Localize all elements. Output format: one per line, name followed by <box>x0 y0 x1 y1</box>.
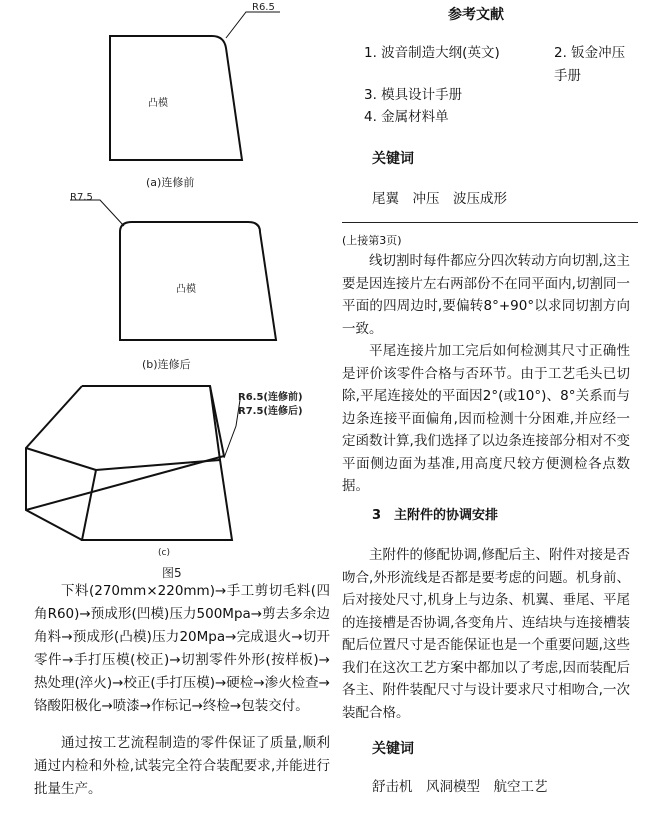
section-3-heading: 3 主附件的协调安排 <box>372 508 499 523</box>
figure-a-caption: (a)连修前 <box>146 176 195 189</box>
conclusion-paragraph: 通过按工艺流程制造的零件保证了质量,顺利通过内检和外检,试装完全符合装配要求,并能进行批量生产。 <box>34 735 330 797</box>
section-3-paragraph: 主附件的修配协调,修配后主、附件对接是否吻合,外形流线是否都是要考虑的问题。机身前、后对接处尺寸,机身上与边条、机翼、垂尾、平尾的连接槽是否协调,各变角片、连结块与连接槽装配后位置尺寸是否能保证也是一个重要问题,这些我们在这次工艺方案中都加以了考虑,因而装配后各主、附件装配尺寸与设计要求尺寸相吻合,一次装配合格。 <box>342 547 630 721</box>
continued-text <box>342 250 630 498</box>
figure-a-outline <box>110 36 242 160</box>
figure-c-radius-label-2: R7.5(连修后) <box>238 406 303 417</box>
figure-a-leader-line <box>226 12 280 38</box>
figure-b-outline <box>120 222 276 340</box>
figure-a-drawing <box>90 0 290 170</box>
figure-c-edge-2 <box>210 386 220 460</box>
reference-item-1: 1. 波音制造大纲(英文) <box>364 45 500 61</box>
figure-c-back-face <box>26 386 224 510</box>
figure-b-leader-line <box>70 200 124 226</box>
keywords-heading-1: 关键词 <box>372 151 414 167</box>
left-column <box>34 580 330 801</box>
keywords-heading-2: 关键词 <box>372 741 414 757</box>
figure-c-edge-3 <box>26 448 96 470</box>
figure-a-shape-label: 凸模 <box>148 98 168 109</box>
process-flow-paragraph: 下料(270mm×220mm)→手工剪切毛料(四角R60)→预成形(凹模)压力500Mpa→剪去多余边角料→预成形(凸模)压力20Mpa→完成退火→切开零件→手打压模(校正)→切割零件外形(按样板)→热处理(淬火)→校正(手打压模)→硬检→渗火检查→铬酸阳极化→喷漆→作标记→终检→包装交付。 <box>34 583 330 714</box>
figure-a-radius-label: R6.5 <box>252 2 275 13</box>
figure-c-caption: (c) <box>158 548 170 558</box>
figure-b-caption: (b)连修后 <box>142 358 191 371</box>
references-heading: 参考文献 <box>448 7 504 23</box>
figure-b-drawing <box>70 192 310 352</box>
figure-c-front-face <box>82 460 232 540</box>
section-divider <box>342 222 638 223</box>
figure-5-caption: 图5 <box>162 566 182 580</box>
reference-item-2: 2. 钣金冲压手册 <box>554 45 626 84</box>
section-3-text <box>342 544 630 724</box>
figure-b-radius-label: R7.5 <box>70 192 93 203</box>
keywords-text-1: 尾翼 冲压 波压成形 <box>372 191 507 207</box>
reference-item-4: 4. 金属材料单 <box>364 109 449 125</box>
continued-label: (上接第3页) <box>342 234 402 247</box>
figure-b-shape-label: 凸模 <box>176 284 196 295</box>
continued-paragraph-1: 线切割时每件都应分四次转动方向切割,这主要是因连接片左右两部份不在同平面内,切割同一平面的四周边时,要偏转8°+90°以求同切割方向一致。 <box>342 253 630 337</box>
keywords-text-2: 舒击机 风洞模型 航空工艺 <box>372 779 548 795</box>
continued-paragraph-2: 平尾连接片加工完后如何检测其尺寸正确性是评价该零件合格与否环节。由于工艺毛头已切除,平尾连接处的平面因2°(或10°)、8°关系而与边条连接平面偏角,因而检测十分困难,并应经一定函数计算,我们选择了以边条连接部分相对不变平面侧边面为基准,用高度尺较方便测检各点数据。 <box>342 343 630 494</box>
reference-item-3: 3. 模具设计手册 <box>364 87 463 103</box>
figure-c-radius-label-1: R6.5(连修前) <box>238 392 303 403</box>
